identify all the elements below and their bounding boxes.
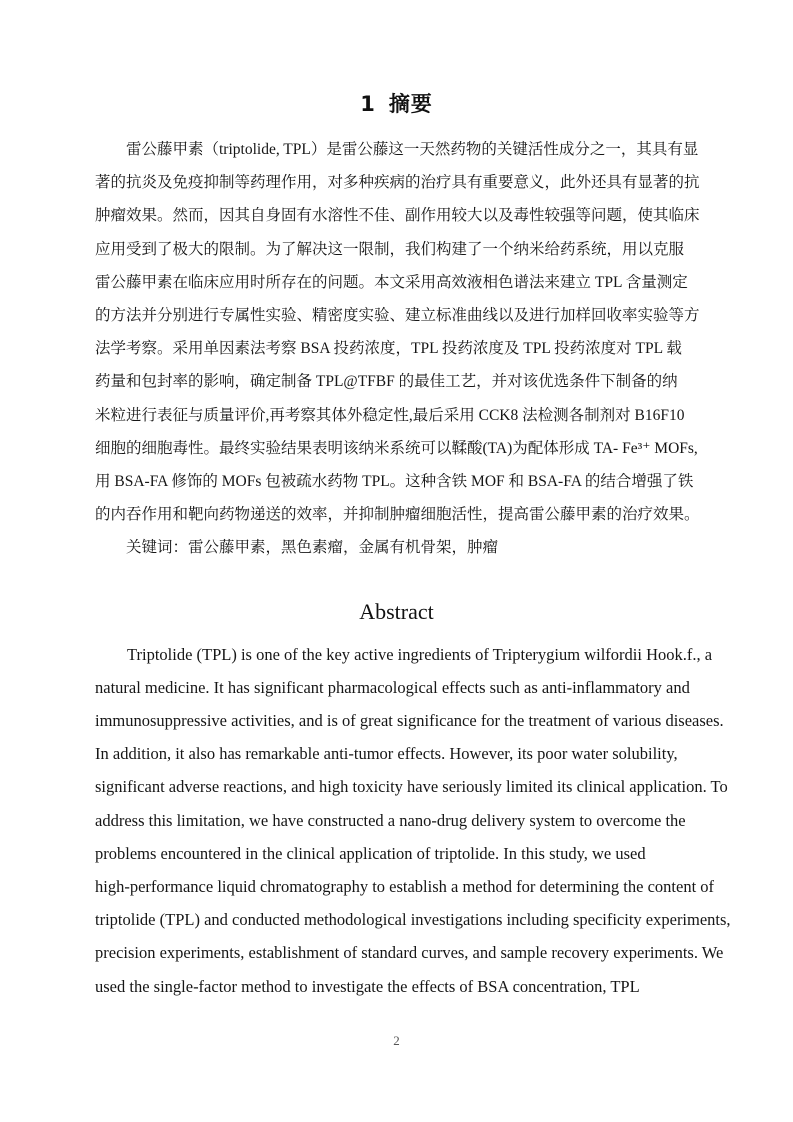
abstract-en-line: triptolide (TPL) and conducted methodological investigations including specificity experiments, <box>95 910 731 930</box>
abstract-cn-line: 的内吞作用和靶向药物递送的效率，并抑制肿瘤细胞活性，提高雷公藤甲素的治疗效果。 <box>95 506 700 524</box>
english-abstract-paragraph <box>95 638 731 1003</box>
abstract-en-line: used the single-factor method to investigate the effects of BSA concentration, TPL <box>95 976 640 996</box>
abstract-cn-line: 药量和包封率的影响，确定制备 TPL@TFBF 的最佳工艺，并对该优选条件下制备的纳 <box>95 373 678 391</box>
abstract-en-line: immunosuppressive activities, and is of great significance for the treatment of various diseases. <box>95 711 724 731</box>
abstract-en-line: Triptolide (TPL) is one of the key active ingredients of Tripterygium wilfordii Hook.f., a <box>127 644 713 664</box>
abstract-cn-line: 肿瘤效果。然而，因其自身固有水溶性不佳、副作用较大以及毒性较强等问题，使其临床 <box>95 207 700 225</box>
abstract-en-line: natural medicine. It has significant pharmacological effects such as anti-inflammatory and <box>95 677 690 697</box>
abstract-en-line: problems encountered in the clinical application of triptolide. In this study, we used <box>95 843 646 863</box>
abstract-cn-line: 细胞的细胞毒性。最终实验结果表明该纳米系统可以鞣酸(TA)为配体形成 TA- Fe³⁺ MOFs, <box>95 439 698 457</box>
section-number: 1 <box>360 92 375 116</box>
abstract-cn-line: 米粒进行表征与质量评价,再考察其体外稳定性,最后采用 CCK8 法检测各制剂对 B16F10 <box>95 406 685 424</box>
abstract-cn-line: 雷公藤甲素在临床应用时所存在的问题。本文采用高效液相色谱法来建立 TPL 含量测定 <box>95 273 688 291</box>
section-title: 摘要 <box>388 92 433 116</box>
abstract-cn-line: 雷公藤甲素（triptolide, TPL）是雷公藤这一天然药物的关键活性成分之一，其具有显 <box>126 141 699 158</box>
abstract-en-line: precision experiments, establishment of standard curves, and sample recovery experiments. We <box>95 943 724 963</box>
page-content <box>0 88 793 1003</box>
abstract-en-line: address this limitation, we have constructed a nano-drug delivery system to overcome the <box>95 810 686 830</box>
abstract-en-line: significant adverse reactions, and high toxicity have seriously limited its clinical application. To <box>95 777 728 797</box>
page-number: 2 <box>393 1033 400 1048</box>
english-abstract-heading: Abstract <box>359 598 434 624</box>
abstract-cn-line: 应用受到了极大的限制。为了解决这一限制，我们构建了一个纳米给药系统，用以克服 <box>95 240 685 258</box>
abstract-cn-line: 著的抗炎及免疫抑制等药理作用，对多种疾病的治疗具有重要意义，此外还具有显著的抗 <box>95 174 700 192</box>
keywords-line: 关键词：雷公藤甲素，黑色素瘤，金属有机骨架，肿瘤 <box>126 539 499 557</box>
chinese-abstract-heading <box>95 88 698 120</box>
chinese-abstract-paragraph <box>95 133 698 565</box>
abstract-cn-line: 法学考察。采用单因素法考察 BSA 投药浓度，TPL 投药浓度及 TPL 投药浓度对 TPL 载 <box>95 340 682 358</box>
abstract-en-line: In addition, it also has remarkable anti-tumor effects. However, its poor water solubility, <box>95 744 678 764</box>
abstract-en-line: high-performance liquid chromatography to establish a method for determining the content of <box>95 877 715 897</box>
abstract-cn-line: 用 BSA-FA 修饰的 MOFs 包被疏水药物 TPL。这种含铁 MOF 和 BSA-FA 的结合增强了铁 <box>95 473 694 491</box>
abstract-cn-line: 的方法并分别进行专属性实验、精密度实验、建立标准曲线以及进行加样回收率实验等方 <box>95 307 700 325</box>
